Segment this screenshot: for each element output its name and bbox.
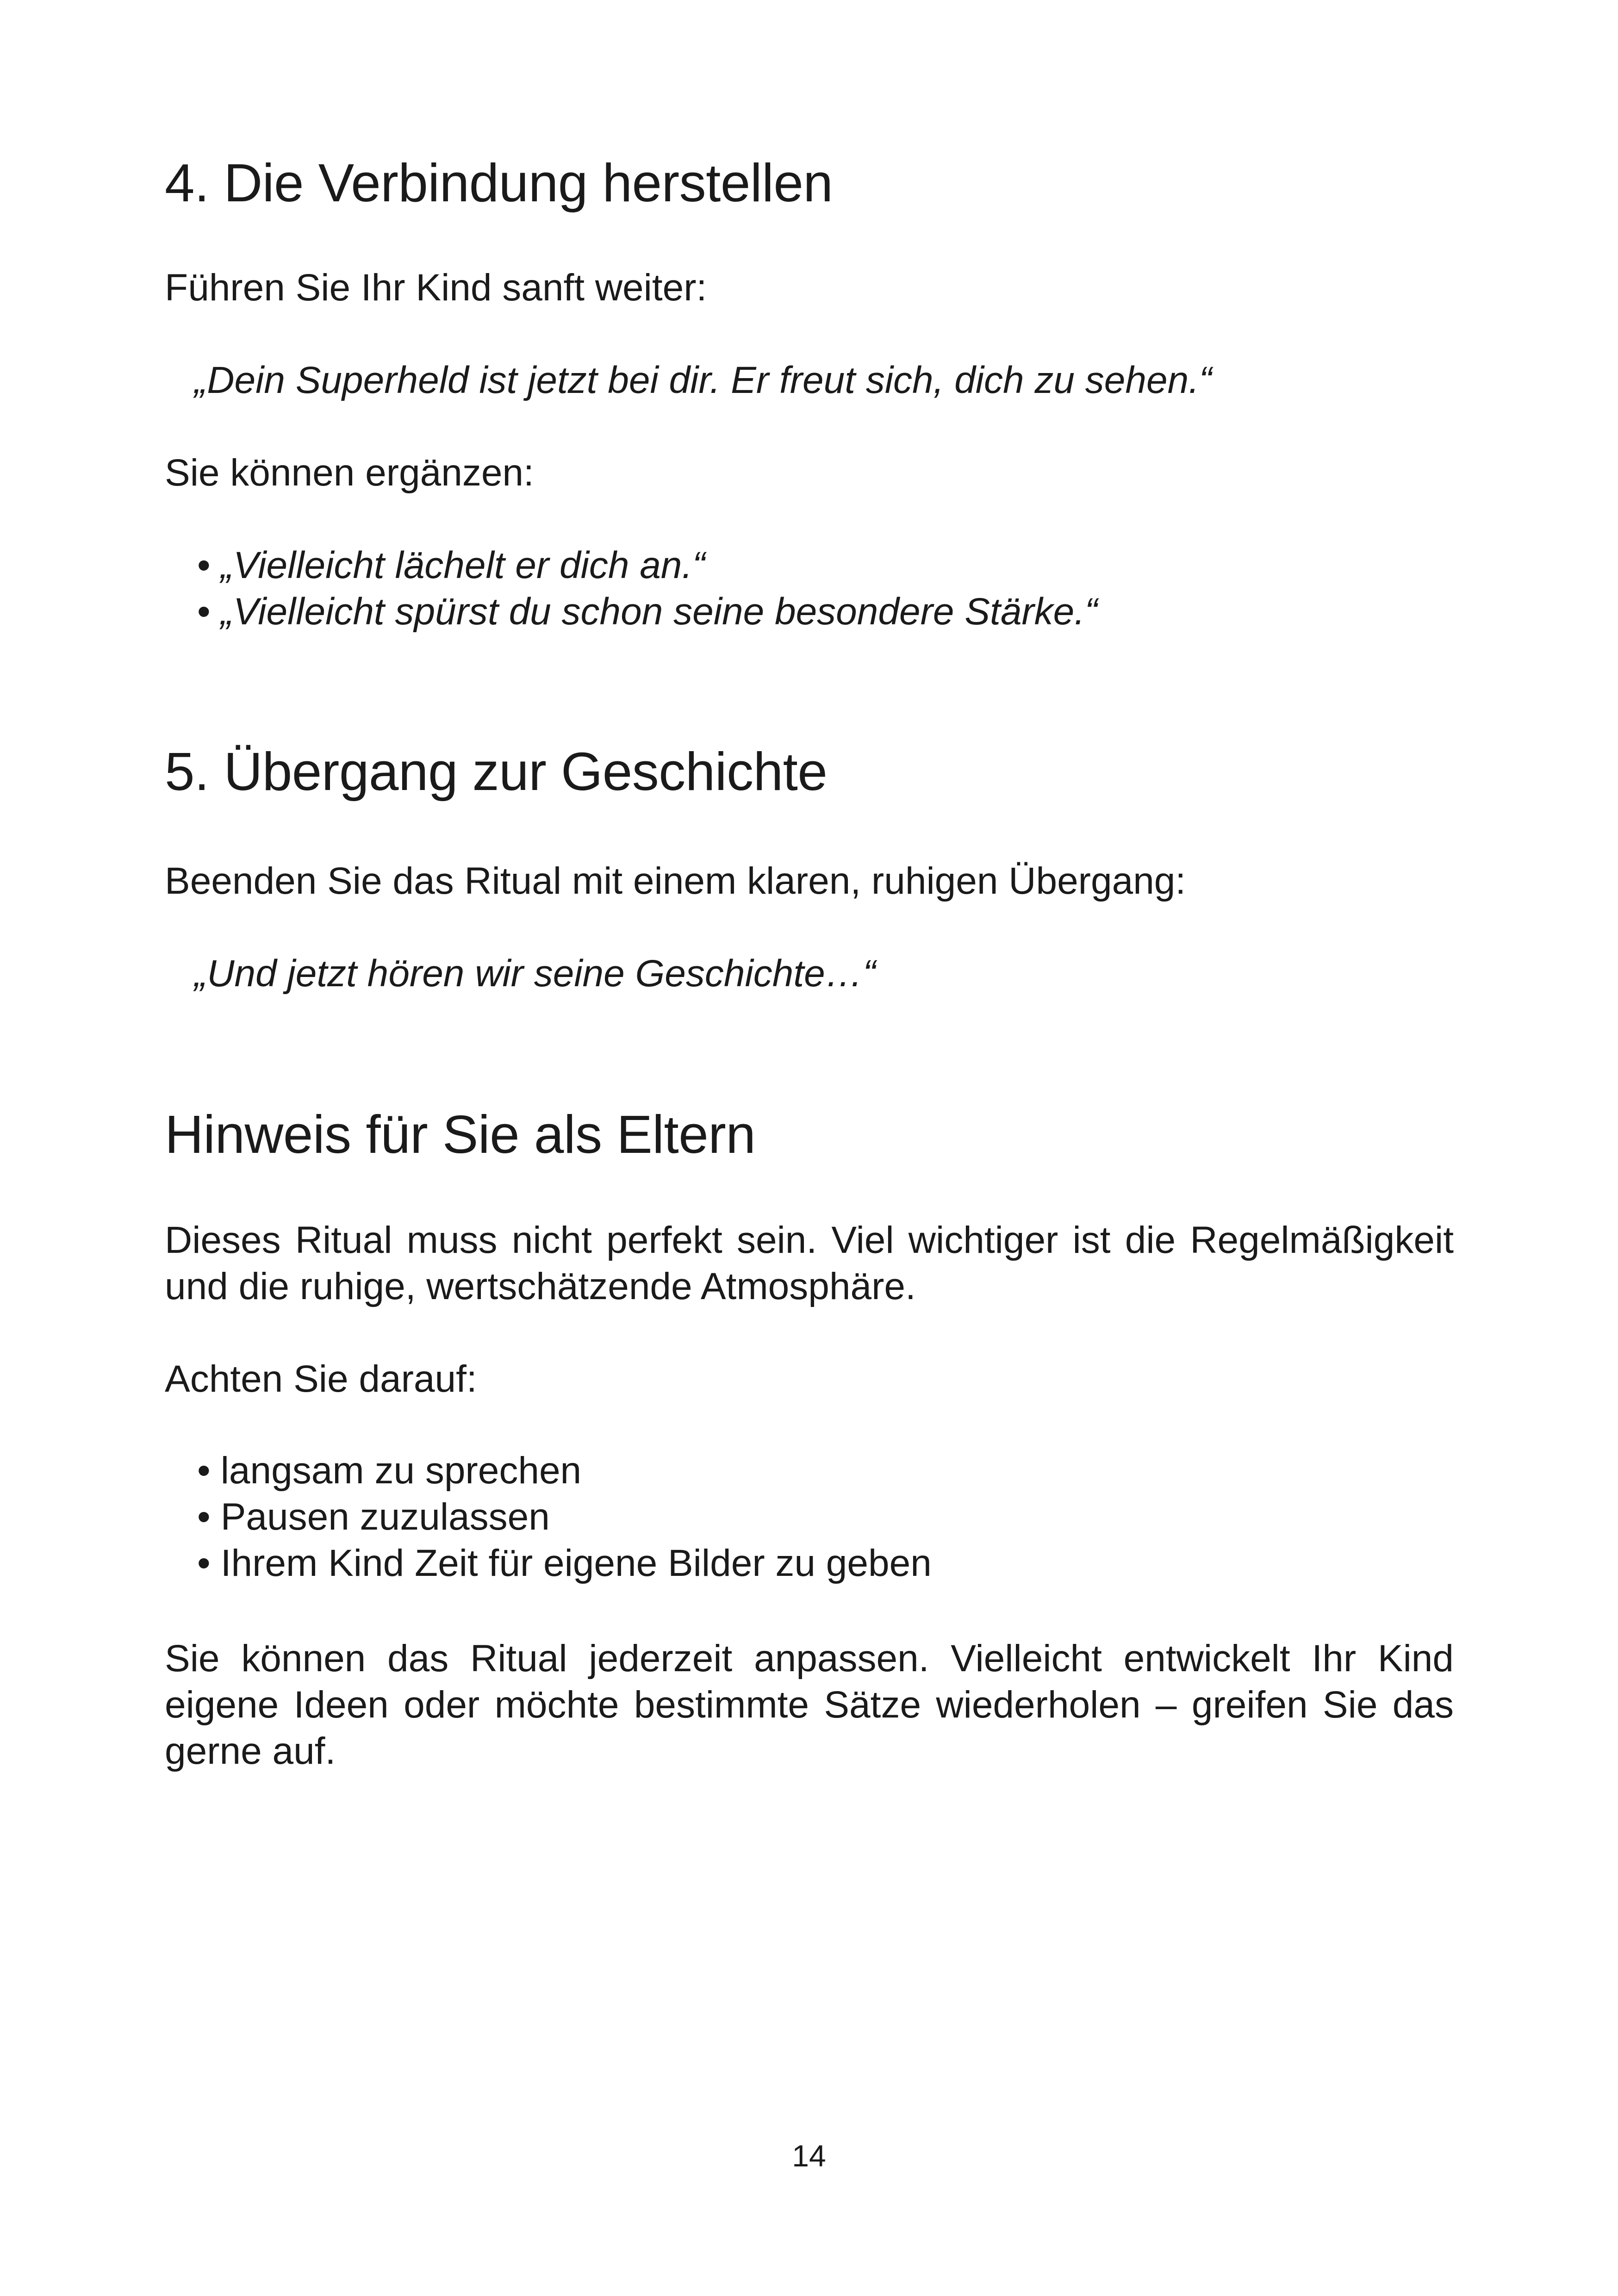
section5-quote: „Und jetzt hören wir seine Geschichte…“ xyxy=(194,952,876,995)
list-item: • langsam zu sprechen xyxy=(197,1448,932,1494)
section4-quote: „Dein Superheld ist jetzt bei dir. Er freut sich, dich zu sehen.“ xyxy=(194,359,1212,401)
section4-bullet-list xyxy=(197,542,1097,635)
list-item: • „Vielleicht lächelt er dich an.“ xyxy=(197,542,1097,589)
list-item: • Ihrem Kind Zeit für eigene Bilder zu geben xyxy=(197,1540,932,1587)
section5-intro: Beenden Sie das Ritual mit einem klaren, ruhigen Übergang: xyxy=(165,860,1186,902)
note-paragraph-1: Dieses Ritual muss nicht perfekt sein. Viel wichtiger ist die Regelmäßigkeit und die ruhige, wertschätzende Atmosphäre. xyxy=(165,1219,1454,1307)
section-heading-hinweis: Hinweis für Sie als Eltern xyxy=(165,1104,756,1164)
note-attention: Achten Sie darauf: xyxy=(165,1358,477,1400)
section-heading-verbindung: 4. Die Verbindung herstellen xyxy=(165,153,833,213)
section4-intro: Führen Sie Ihr Kind sanft weiter: xyxy=(165,267,707,309)
list-item: • „Vielleicht spürst du schon seine besondere Stärke.“ xyxy=(197,589,1097,635)
section-heading-uebergang: 5. Übergang zur Geschichte xyxy=(165,741,828,802)
page-number: 14 xyxy=(792,2139,826,2173)
list-item: • Pausen zuzulassen xyxy=(197,1494,932,1540)
note-paragraph-2: Sie können das Ritual jederzeit anpassen. Vielleicht entwickelt Ihr Kind eigene Ideen oder möchte bestimmte Sätze wiederholen – greifen Sie das gerne auf. xyxy=(165,1637,1454,1772)
note-bullet-list xyxy=(197,1448,932,1587)
section4-addition: Sie können ergänzen: xyxy=(165,452,534,494)
